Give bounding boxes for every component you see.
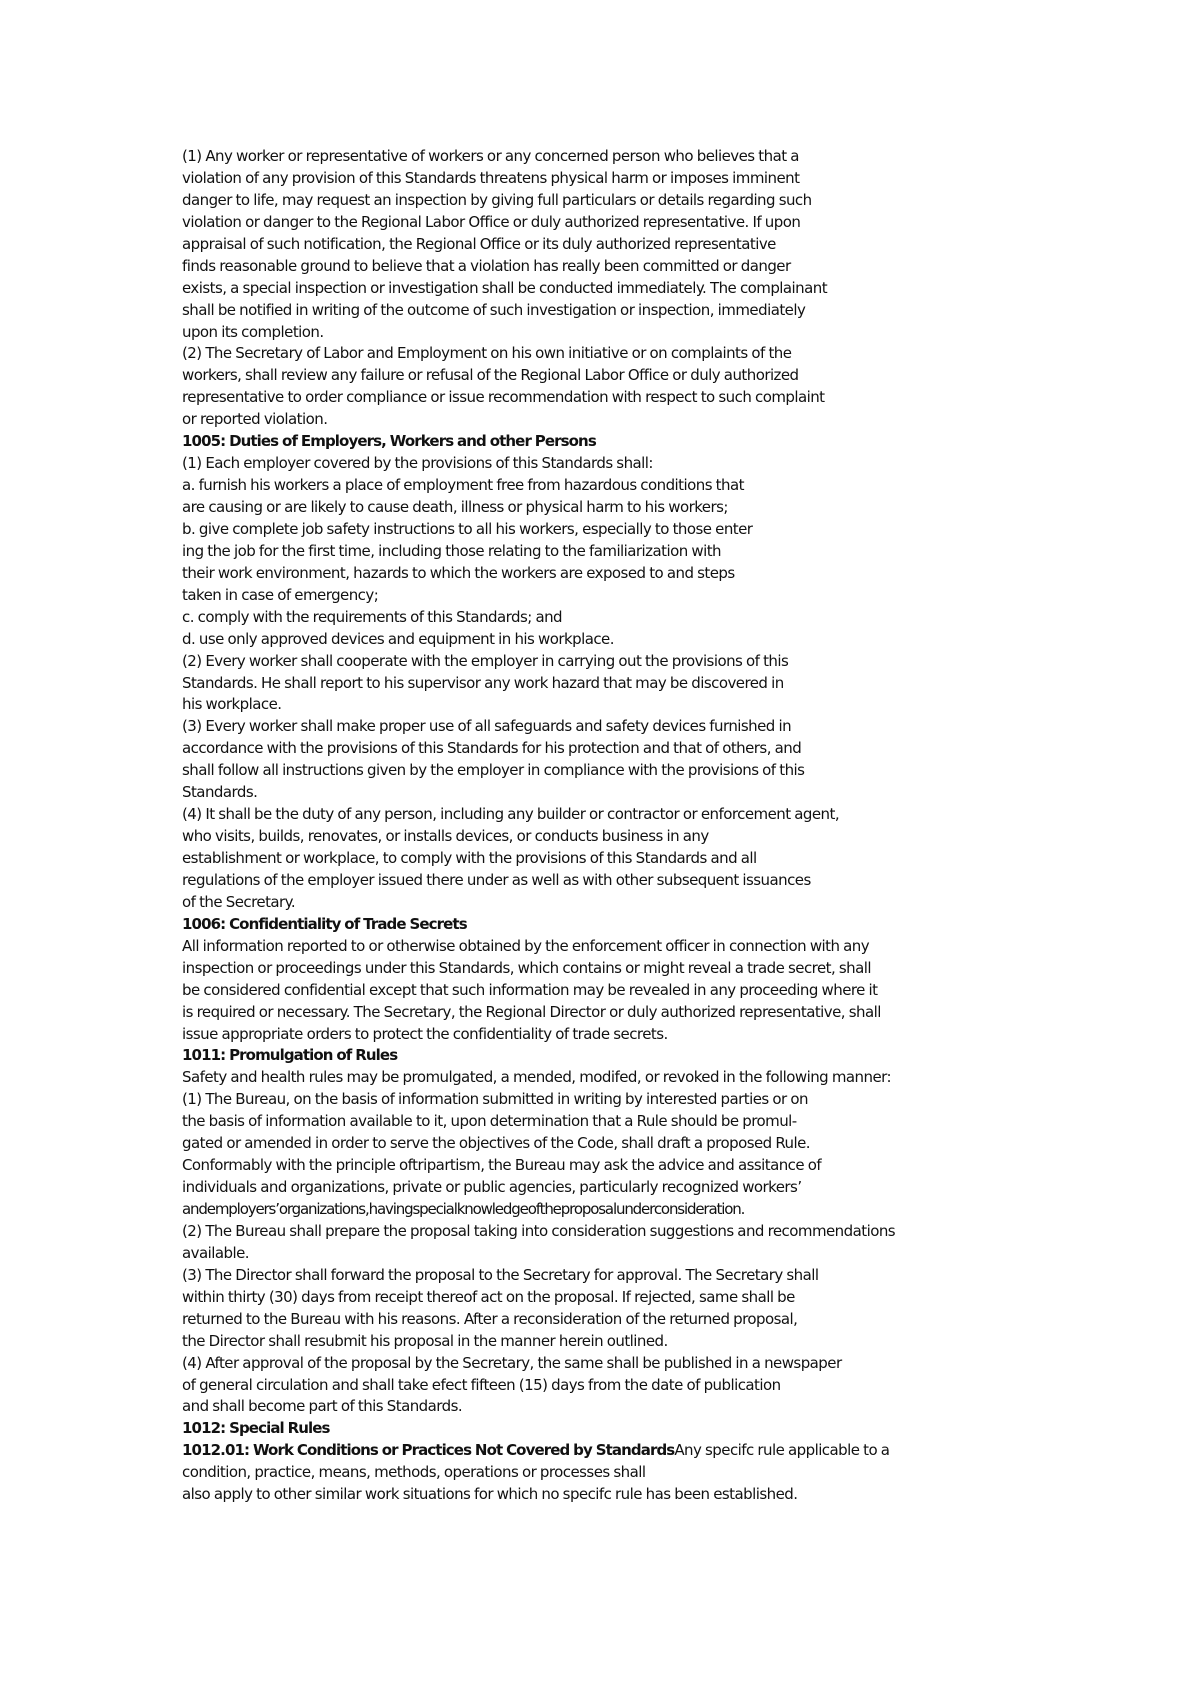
text-line: (1) Any worker or representative of workers or any concerned person who believes that a [182,147,799,165]
text-line: condition, practice, means, methods, operations or processes shall [182,1463,646,1482]
section-heading-1012: 1012: Special Rules [182,1419,330,1438]
text-line: d. use only approved devices and equipment in his workplace. [182,629,614,648]
text-line: upon its completion. [182,322,324,341]
text-line: Standards. He shall report to his supervisor any work hazard that may be discovered in [182,673,784,692]
text-line: representative to order compliance or issue recommendation with respect to such complaint [182,388,825,407]
text-line: Conformably with the principle oftripartism, the Bureau may ask the advice and assitance of [182,1156,822,1175]
text-line: andemployers’organizations,havingspecialknowledgeoftheproposalunderconsideration. [182,1200,745,1218]
text-line: are causing or are likely to cause death, illness or physical harm to his workers; [182,498,728,516]
text-line: who visits, builds, renovates, or installs devices, or conducts business in any [182,827,709,846]
text-line: of general circulation and shall take efect fifteen (15) days from the date of publication [182,1375,781,1394]
text-line: the basis of information available to it, upon determination that a Rule should be promul- [182,1112,797,1131]
text-line: (3) Every worker shall make proper use of all safeguards and safety devices furnished in [182,717,792,736]
text-line: danger to life, may request an inspection by giving full particulars or details regarding such [182,190,812,209]
text-line: gated or amended in order to serve the objectives of the Code, shall draft a proposed Rule. [182,1134,810,1153]
text-line: shall be notified in writing of the outcome of such investigation or inspection, immediately [182,300,806,319]
text-line: (1) Each employer covered by the provisions of this Standards shall: [182,454,653,473]
text-line: also apply to other similar work situations for which no specifc rule has been established. [182,1485,798,1504]
text-line: regulations of the employer issued there under as well as with other subsequent issuances [182,870,811,889]
text-line: a. furnish his workers a place of employment free from hazardous conditions that [182,476,744,495]
text-line: Standards. [182,783,258,802]
text-line: (3) The Director shall forward the proposal to the Secretary for approval. The Secretary shall [182,1265,819,1284]
text-line: accordance with the provisions of this Standards for his protection and that of others, and [182,739,802,758]
text-line: appraisal of such notification, the Regional Office or its duly authorized representative [182,234,776,253]
text-line: of the Secretary. [182,892,296,911]
text-line: (2) The Bureau shall prepare the proposal taking into consideration suggestions and recommendations [182,1221,896,1240]
text-line: violation of any provision of this Standards threatens physical harm or imposes imminent [182,168,800,187]
text-line: and shall become part of this Standards. [182,1397,463,1416]
text-line: workers, shall review any failure or refusal of the Regional Labor Office or duly authorized [182,366,799,385]
text-line: his workplace. [182,695,282,714]
text-line: Safety and health rules may be promulgated, a mended, modifed, or revoked in the following manner: [182,1068,892,1087]
text-line: available. [182,1243,249,1262]
text-line: (1) The Bureau, on the basis of information submitted in writing by interested parties or on [182,1090,808,1109]
text-line: violation or danger to the Regional Labor Office or duly authorized representative. If upon [182,212,801,231]
text-line: individuals and organizations, private or public agencies, particularly recognized workers’ [182,1178,802,1197]
text-line: establishment or workplace, to comply with the provisions of this Standards and all [182,849,757,867]
text-line: exists, a special inspection or investigation shall be conducted immediately. The complainant [182,278,828,297]
text-line: All information reported to or otherwise obtained by the enforcement officer in connection with any [182,936,870,955]
text-line: (2) Every worker shall cooperate with the employer in carrying out the provisions of this [182,651,789,670]
text-line: be considered confidential except that such information may be revealed in any proceeding where it [182,980,878,999]
text-line: finds reasonable ground to believe that a violation has really been committed or danger [182,256,791,275]
text-line: within thirty (30) days from receipt thereof act on the proposal. If rejected, same shall be [182,1287,795,1306]
text-line: (4) It shall be the duty of any person, including any builder or contractor or enforcement agent, [182,805,840,824]
text-run: Any specifc rule applicable to a [674,1441,890,1460]
text-line: issue appropriate orders to protect the confidentiality of trade secrets. [182,1024,668,1043]
text-line: taken in case of emergency; [182,585,379,604]
text-line: returned to the Bureau with his reasons. After a reconsideration of the returned proposal, [182,1309,798,1328]
text-line: (4) After approval of the proposal by the Secretary, the same shall be published in a newspaper [182,1353,842,1372]
text-line: b. give complete job safety instructions to all his workers, especially to those enter [182,519,753,538]
document-body [182,146,1082,1506]
text-line-with-heading [182,1440,1082,1462]
section-heading-1005: 1005: Duties of Employers, Workers and other Persons [182,432,596,451]
text-line: (2) The Secretary of Labor and Employment on his own initiative or on complaints of the [182,344,792,363]
text-line: their work environment, hazards to which the workers are exposed to and steps [182,563,735,582]
text-line: is required or necessary. The Secretary, the Regional Director or duly authorized representative, shall [182,1002,881,1021]
text-line: inspection or proceedings under this Standards, which contains or might reveal a trade secret, shall [182,958,872,977]
text-line: ing the job for the first time, including those relating to the familiarization with [182,541,722,560]
section-heading-1012-01: 1012.01: Work Conditions or Practices Not Covered by Standards [182,1441,675,1460]
text-line: c. comply with the requirements of this Standards; and [182,607,563,626]
text-line: the Director shall resubmit his proposal in the manner herein outlined. [182,1331,668,1350]
text-line: shall follow all instructions given by the employer in compliance with the provisions of this [182,761,805,780]
section-heading-1011: 1011: Promulgation of Rules [182,1046,398,1065]
text-line: or reported violation. [182,410,328,429]
section-heading-1006: 1006: Confidentiality of Trade Secrets [182,914,467,933]
